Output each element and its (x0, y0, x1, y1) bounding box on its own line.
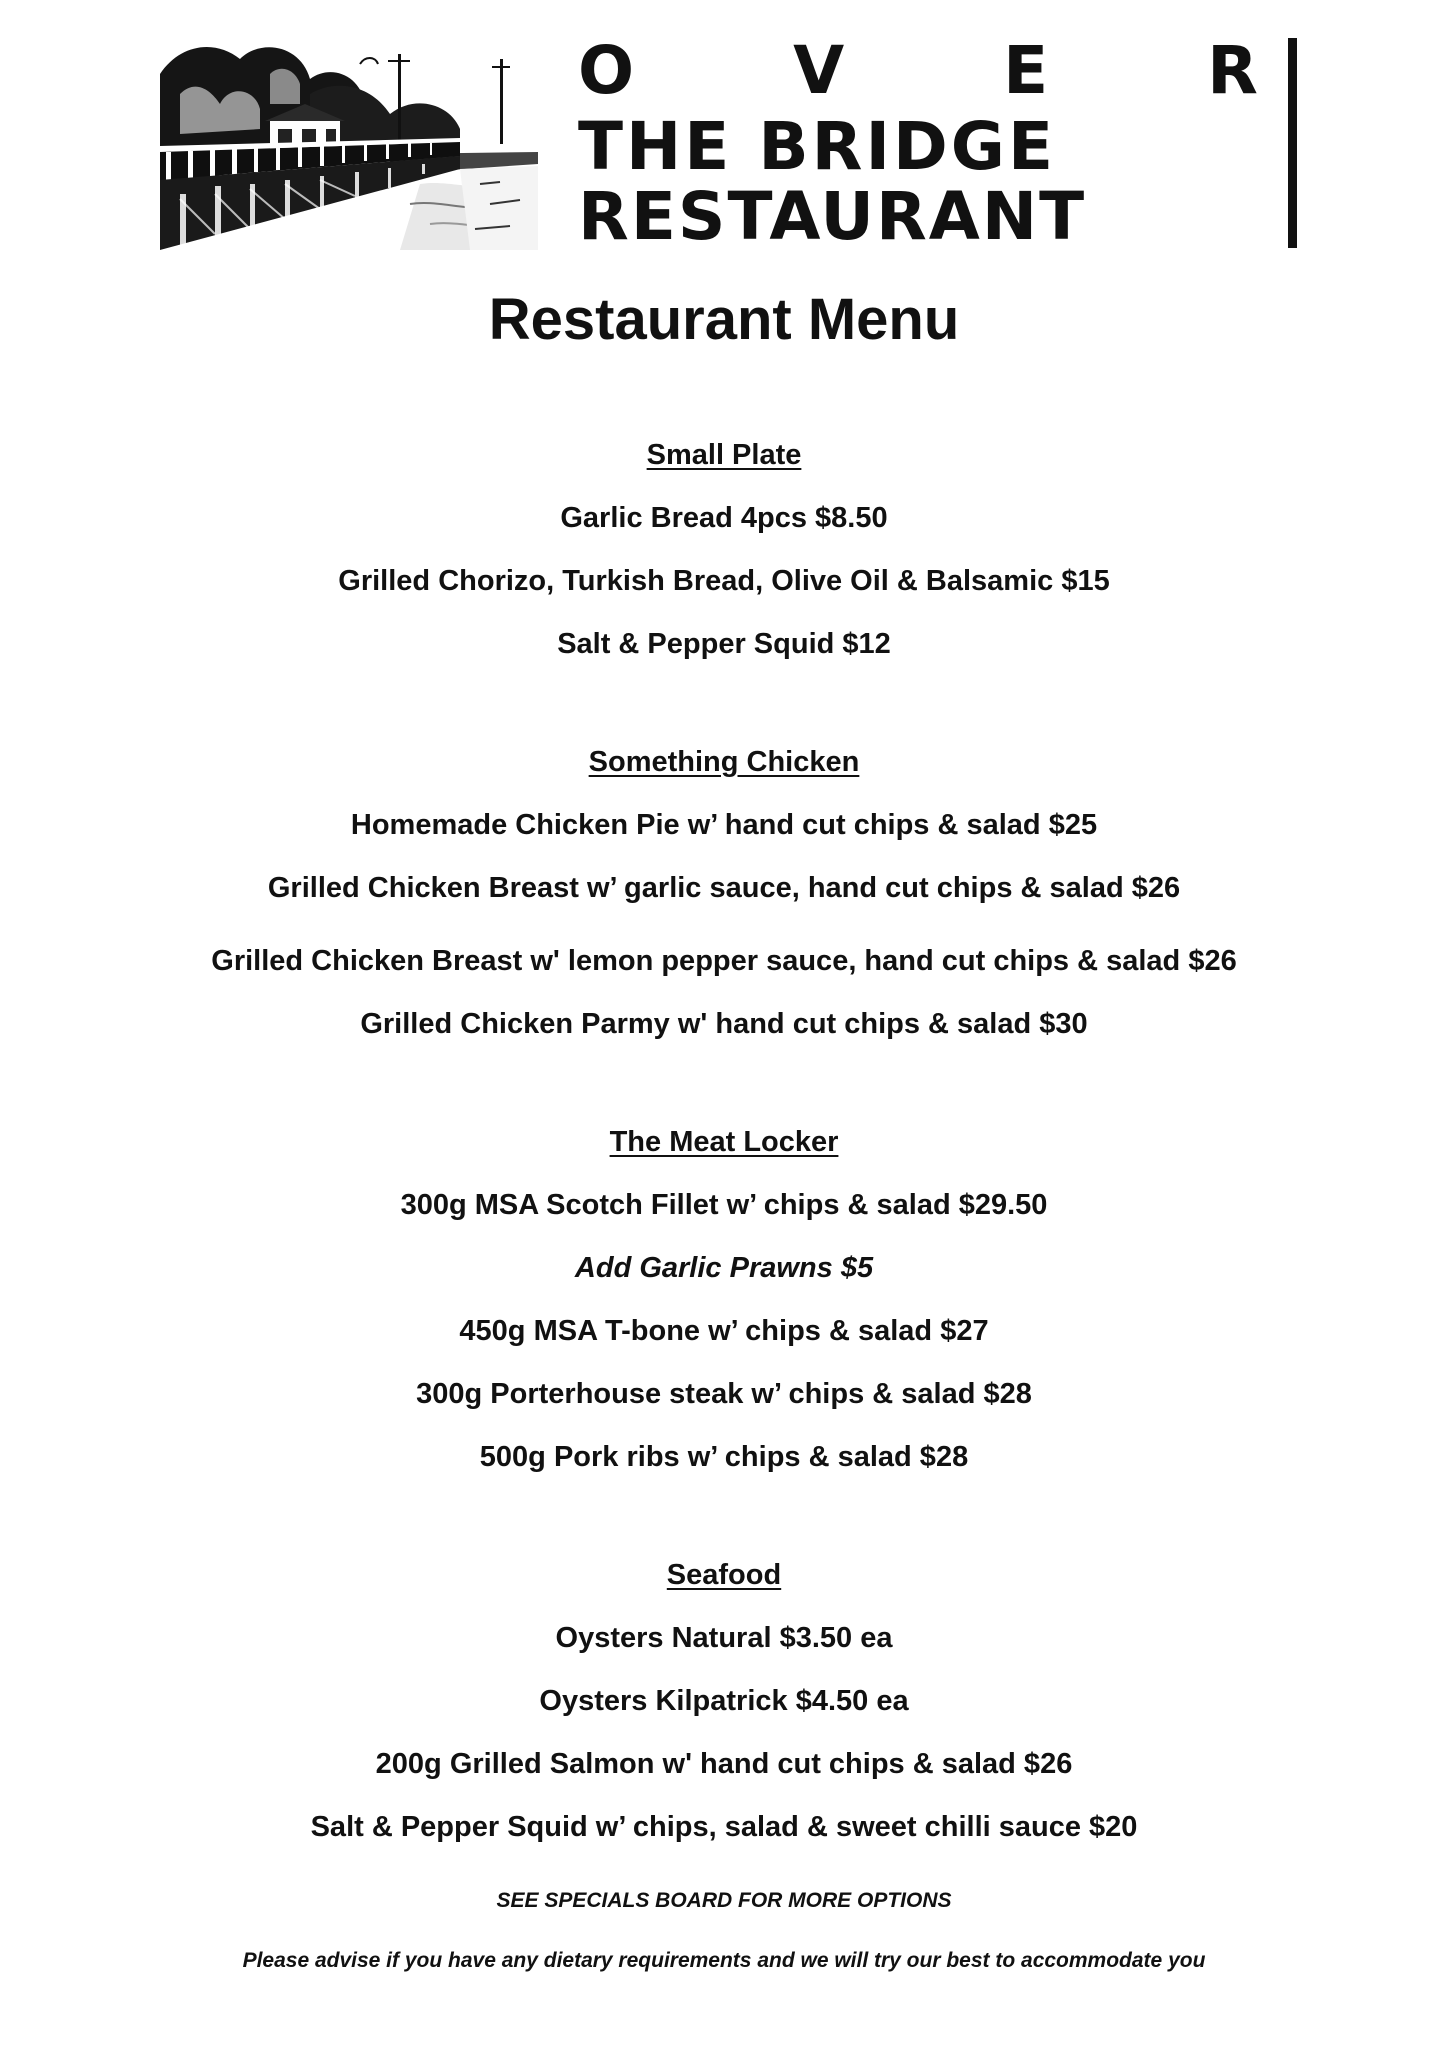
menu-item: Grilled Chicken Breast w' lemon pepper sauce, hand cut chips & salad $26 (211, 945, 1237, 977)
menu-item: 500g Pork ribs w’ chips & salad $28 (479, 1441, 969, 1473)
section-heading-seafood: Seafood (666, 1559, 782, 1591)
section-heading-the-meat-locker: The Meat Locker (609, 1126, 839, 1158)
menu-item: Salt & Pepper Squid $12 (557, 628, 891, 660)
bridge-photo-image (160, 34, 538, 250)
menu-item: Grilled Chicken Parmy w' hand cut chips & salad $30 (360, 1008, 1088, 1040)
menu-item: Oysters Natural $3.50 ea (555, 1622, 893, 1654)
menu-item: Oysters Kilpatrick $4.50 ea (539, 1685, 909, 1717)
menu-item-addon: Add Garlic Prawns $5 (574, 1252, 874, 1284)
logo-letter: O (578, 32, 635, 109)
logo-over-line (578, 32, 1258, 109)
bridge-photo (160, 34, 538, 250)
menu-item: 200g Grilled Salmon w' hand cut chips & salad $26 (375, 1748, 1073, 1780)
section-heading-small-plate: Small Plate (646, 439, 802, 471)
menu-item: 300g Porterhouse steak w’ chips & salad $28 (416, 1378, 1032, 1410)
menu-item: 300g MSA Scotch Fillet w’ chips & salad $29.50 (400, 1189, 1048, 1221)
restaurant-logo (578, 32, 1258, 255)
menu-item: Homemade Chicken Pie w’ hand cut chips & salad $25 (350, 809, 1098, 841)
dietary-note: Please advise if you have any dietary requirements and we will try our best to accommodate you (242, 1949, 1206, 1972)
menu-item: Salt & Pepper Squid w’ chips, salad & sweet chilli sauce $20 (310, 1811, 1138, 1843)
logo-restaurant-line: RESTAURANT (578, 178, 1087, 255)
logo-letter: V (793, 32, 845, 109)
logo-letter: E (1003, 32, 1049, 109)
logo-letter: R (1207, 32, 1258, 109)
page-title: Restaurant Menu (488, 287, 960, 352)
section-heading-something-chicken: Something Chicken (588, 746, 860, 778)
restaurant-header (160, 32, 1300, 255)
specials-note: SEE SPECIALS BOARD FOR MORE OPTIONS (496, 1889, 952, 1912)
menu-item: Garlic Bread 4pcs $8.50 (560, 502, 888, 534)
menu-item: Grilled Chicken Breast w’ garlic sauce, hand cut chips & salad $26 (267, 872, 1181, 904)
menu-item: Grilled Chorizo, Turkish Bread, Olive Oil & Balsamic $15 (338, 565, 1110, 597)
logo-divider-bar (1288, 38, 1297, 248)
logo-the-bridge-line: THE BRIDGE (578, 108, 1057, 185)
menu-item: 450g MSA T-bone w’ chips & salad $27 (459, 1315, 989, 1347)
